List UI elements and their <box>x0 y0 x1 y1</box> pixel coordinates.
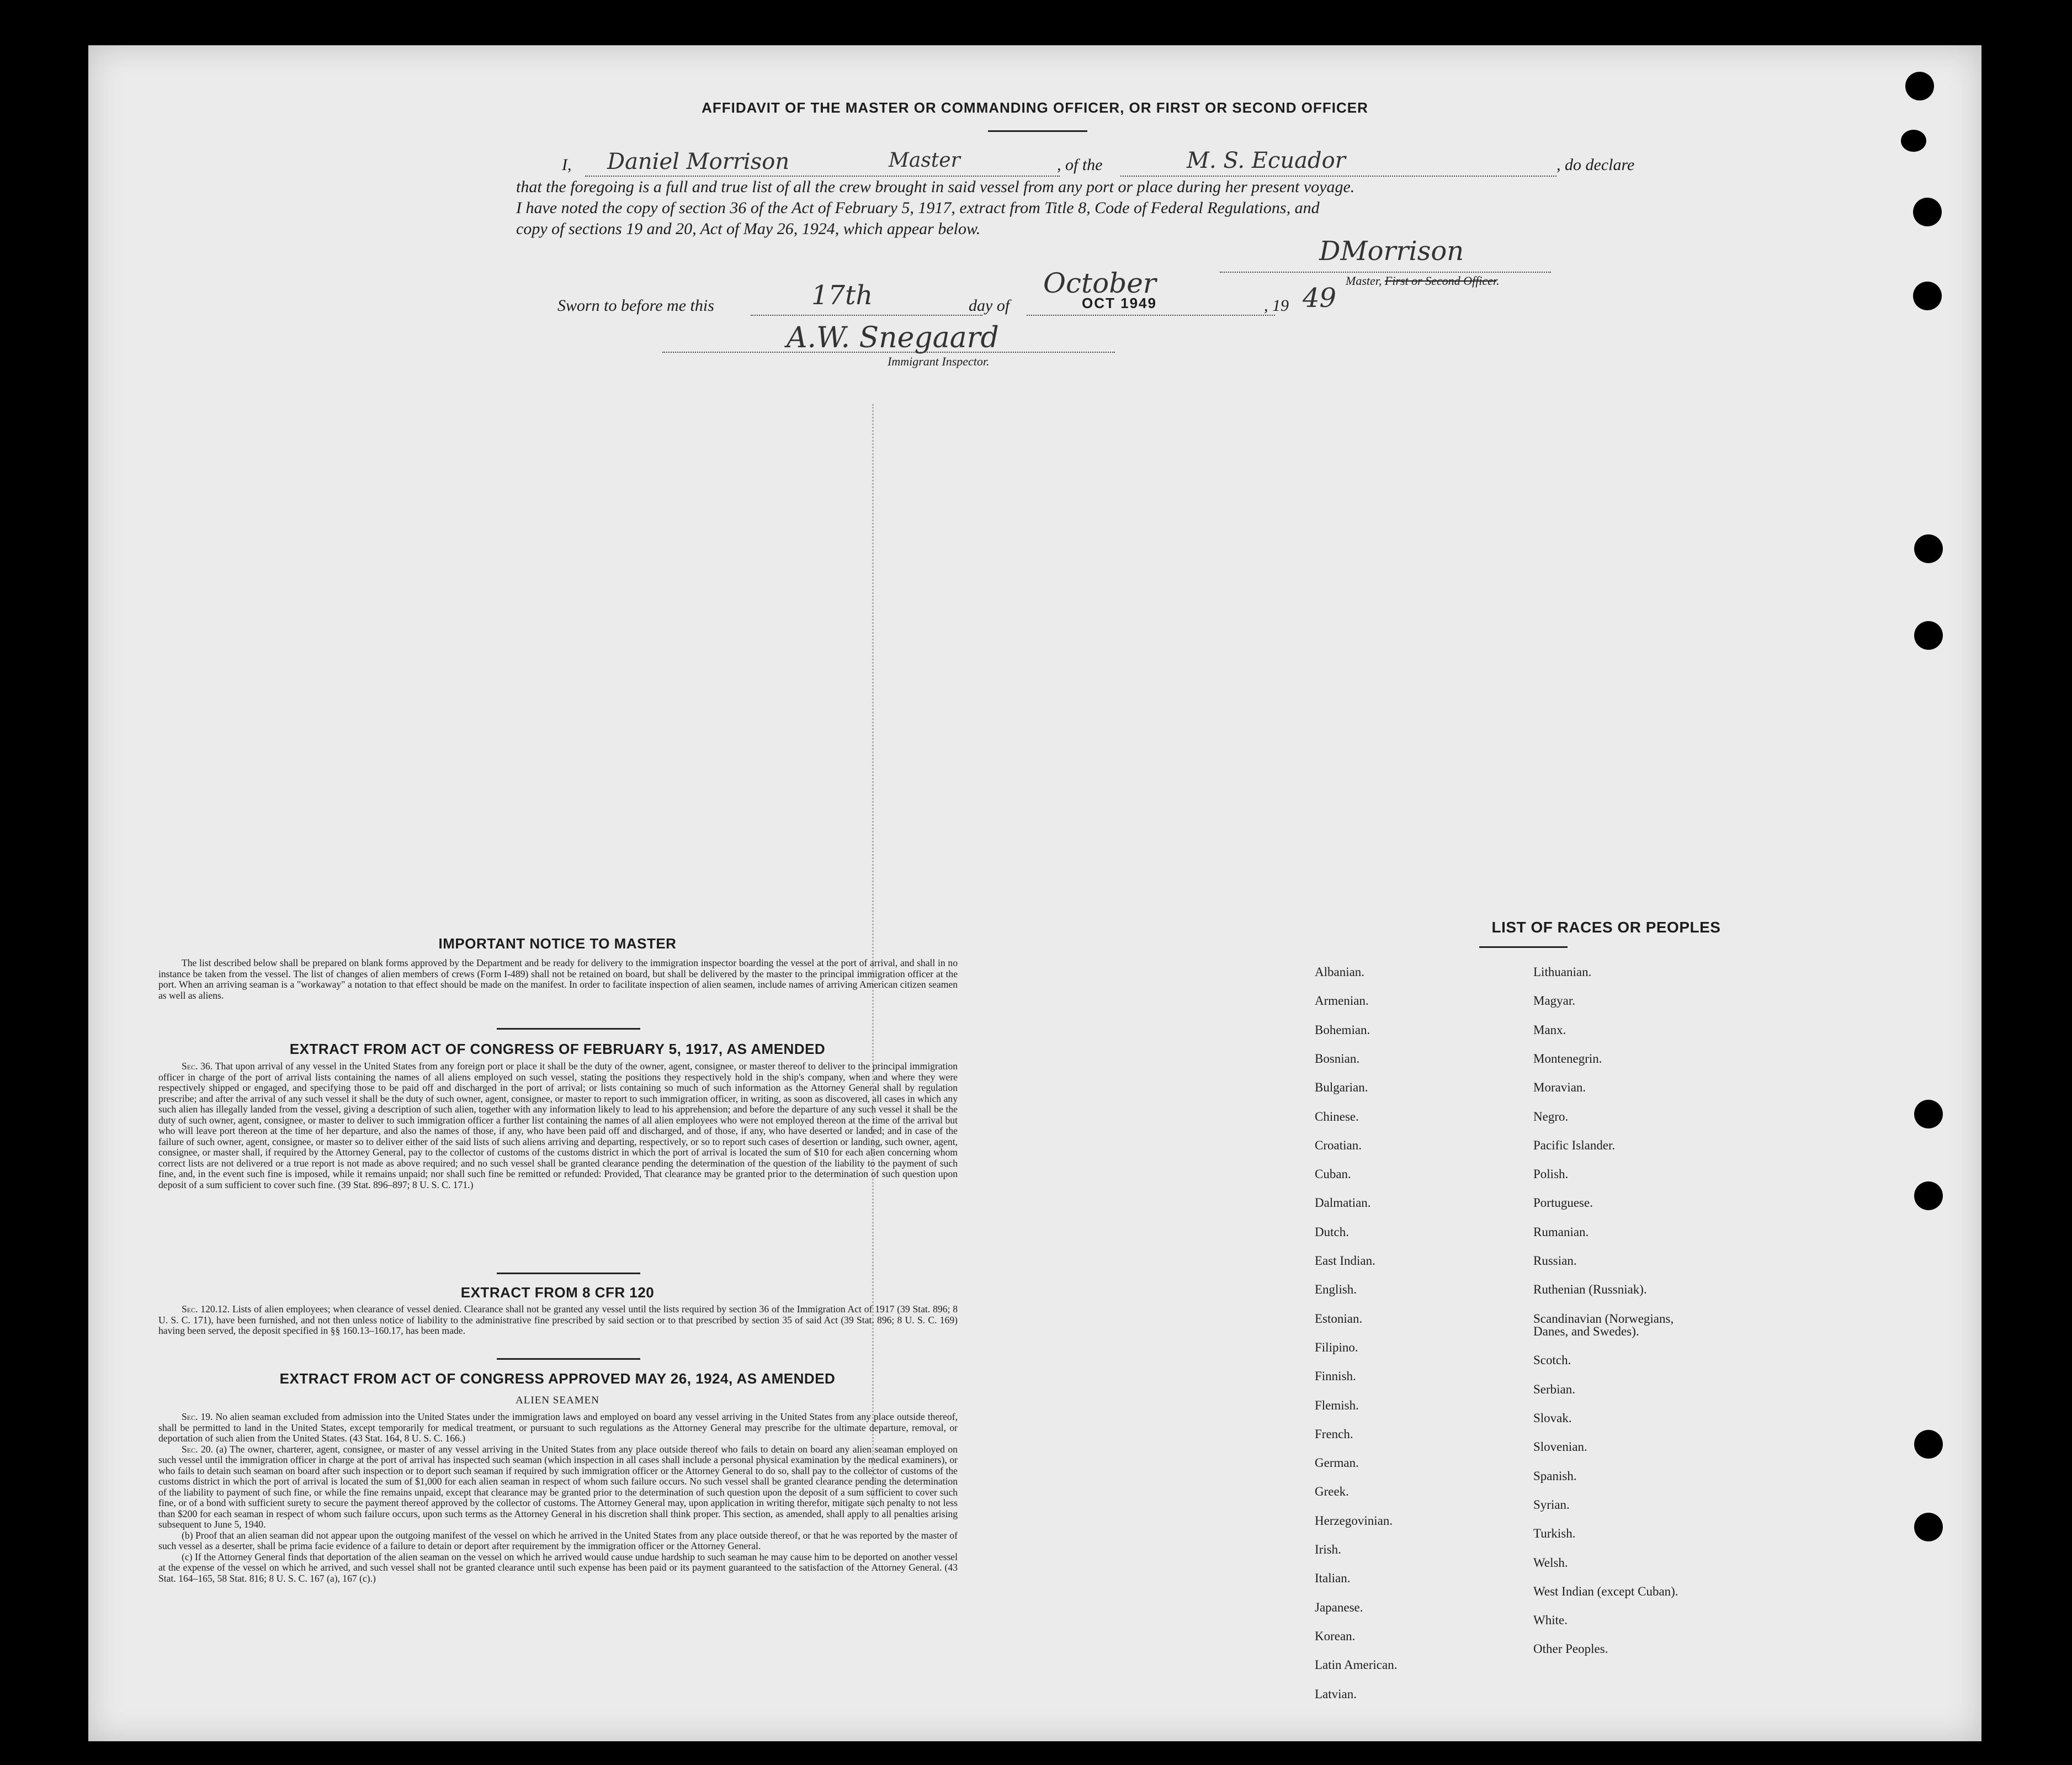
sec36-paragraph <box>158 1061 958 1190</box>
day-field-line <box>751 315 982 316</box>
race-item: English. <box>1315 1282 1357 1297</box>
race-item: Filipino. <box>1315 1340 1358 1354</box>
race-item: Bohemian. <box>1315 1022 1370 1037</box>
race-item: East Indian. <box>1315 1254 1375 1268</box>
race-item: Japanese. <box>1315 1600 1363 1614</box>
extract-1924-body <box>158 1412 958 1584</box>
race-item: Welsh. <box>1533 1555 1568 1570</box>
race-item: Pacific Islander. <box>1533 1138 1616 1152</box>
year-handwritten: 49 <box>1303 283 1337 314</box>
inspector-signature: A.W. Snegaard <box>787 321 999 354</box>
sec20a-text: (a) The owner, charterer, agent, consignee, or master of any vessel arriving in the United States from any place outside thereof who fails to detain on board any alien seaman employed on such vessel until the immigration officer in charge at the port of arrival has inspected such seaman (which inspection in all cases shall include a personal physical examination by the medical examiners), or who fails to detain such seaman on board after such inspection or to deport such seaman if required by such immigration officer or the Attorney General to do so, shall pay to the collector of customs of the customs district in which the port of arrival is located the sum of $1,000 for each alien seaman in respect of whom such failure occurs. No such vessel shall be granted clearance pending the determination of the liability to payment of such fine, or while the fine remains unpaid, except that clearance may be granted prior to the determination of such question upon the deposit of a sum sufficient to cover such fine, or of a bond with sufficient surety to secure the payment thereof approved by the collector of customs. The Attorney General may, upon application in writing therefor, mitigate such penalty to not less than $200 for each seaman in respect of whom such failure occurs, upon such terms as the Attorney General in his discretion shall think proper. This section, as amended, shall apply to all penalties arising subsequent to June 5, 1940. <box>158 1443 958 1530</box>
do-declare-label: , do declare <box>1556 156 1635 174</box>
race-item: Estonian. <box>1315 1311 1363 1326</box>
extract-1924-title: EXTRACT FROM ACT OF CONGRESS APPROVED MAY 26, 1924, AS AMENDED <box>279 1370 836 1387</box>
cfr-divider <box>497 1358 640 1360</box>
race-item: Herzegovinian. <box>1315 1513 1393 1528</box>
races-divider <box>1479 946 1568 948</box>
binder-hole <box>1914 534 1943 563</box>
race-item: Montenegrin. <box>1533 1051 1602 1066</box>
day-of-label: day of <box>969 296 1010 315</box>
race-item: German. <box>1315 1456 1359 1470</box>
race-item: Flemish. <box>1315 1398 1359 1412</box>
race-item: Magyar. <box>1533 994 1576 1008</box>
master-name-handwritten: Daniel Morrison <box>607 149 790 174</box>
sec20-label: Sec. 20. <box>182 1443 213 1455</box>
race-item: Croatian. <box>1315 1138 1362 1152</box>
of-the-label: , of the <box>1057 156 1103 174</box>
binder-hole <box>1913 282 1942 310</box>
race-item: Moravian. <box>1533 1080 1586 1095</box>
race-item: Dalmatian. <box>1315 1196 1371 1210</box>
race-item: Albanian. <box>1315 965 1365 979</box>
struck-officer-text: First or Second Officer <box>1384 274 1497 288</box>
i-label: I, <box>562 156 572 174</box>
title-divider <box>988 130 1087 132</box>
notice-title: IMPORTANT NOTICE TO MASTER <box>438 935 677 952</box>
race-item: Greek. <box>1315 1485 1349 1499</box>
race-item: Slovak. <box>1533 1411 1572 1425</box>
sec36-label: Sec. 36. <box>182 1061 213 1072</box>
race-item: Polish. <box>1533 1167 1569 1181</box>
race-item: Irish. <box>1315 1543 1341 1556</box>
race-item: Bulgarian. <box>1315 1080 1368 1095</box>
race-item: Cuban. <box>1315 1167 1351 1181</box>
master-caption-text: Master, <box>1346 274 1382 288</box>
inspector-caption: Immigrant Inspector. <box>888 354 990 368</box>
sec120-paragraph <box>158 1304 958 1337</box>
race-item: Chinese. <box>1315 1109 1359 1123</box>
race-item: Finnish. <box>1315 1369 1356 1384</box>
sec20a-paragraph <box>158 1444 958 1530</box>
affidavit-line-4: copy of sections 19 and 20, Act of May 26, 1924, which appear below. <box>516 220 981 238</box>
sec19-label: Sec. 19. <box>182 1411 213 1422</box>
binder-hole <box>1914 1100 1943 1128</box>
alien-seamen-subtitle: ALIEN SEAMEN <box>516 1395 599 1406</box>
master-caption <box>1346 274 1500 288</box>
month-handwritten: October <box>1043 267 1156 299</box>
race-item: Bosnian. <box>1315 1051 1360 1066</box>
race-item: West Indian (except Cuban). <box>1533 1584 1678 1598</box>
race-item: Manx. <box>1533 1022 1566 1037</box>
race-item: Turkish. <box>1533 1527 1576 1541</box>
binder-hole <box>1914 621 1943 650</box>
cfr-body <box>158 1304 958 1337</box>
race-item: Serbian. <box>1533 1382 1576 1396</box>
sec120-label: Sec. 120.12. <box>182 1303 230 1315</box>
vessel-name-handwritten: M. S. Ecuador <box>1187 148 1346 173</box>
race-item: Spanish. <box>1533 1469 1577 1483</box>
binder-hole <box>1914 1181 1943 1210</box>
affidavit-title: AFFIDAVIT OF THE MASTER OR COMMANDING OFFICER, OR FIRST OR SECOND OFFICER <box>702 99 1368 116</box>
affidavit-line-3: I have noted the copy of section 36 of the Act of February 5, 1917, extract from Title 8, Code of Federal Regulations, and <box>516 199 1320 217</box>
race-item: Korean. <box>1315 1629 1356 1643</box>
binder-hole <box>1914 1430 1943 1459</box>
race-item: White. <box>1533 1613 1568 1628</box>
cfr-title: EXTRACT FROM 8 CFR 120 <box>460 1284 655 1301</box>
notice-paragraph: The list described below shall be prepared on blank forms approved by the Department and be ready for delivery to the immigration inspector boarding the vessel at the port of arrival, and shall in no instance be taken from the vessel. The list of changes of alien members of crews (Form I-489) shall not be retained on board, but shall be delivered by the master to the principal immigration officer at the port. When an arriving seaman is a "workaway" a notation to that effect should be made on the manifest. In order to facilitate inspection of alien seamen, include names of arriving American citizen seamen as well as aliens. <box>158 957 958 1001</box>
race-item: Syrian. <box>1533 1497 1570 1512</box>
sec20b-paragraph: (b) Proof that an alien seaman did not appear upon the outgoing manifest of the vessel on which he arrived in the United States from any place outside thereof, or that he was reported by the master of such vessel as a deserter, shall be prima facie evidence of a failure to detain or deport after requirement by the immigration officer or the Attorney General. <box>158 1529 958 1551</box>
race-item: Portuguese. <box>1533 1196 1593 1210</box>
race-item: Russian. <box>1533 1254 1577 1268</box>
rank-handwritten: Master <box>889 149 960 172</box>
sec19-text: No alien seaman excluded from admission into the United States under the immigration laws and employed on board any vessel arriving in the United States from any place outside thereof, shall be permitted to land in the United States, except temporarily for medical treatment, or pursuant to such regulations as the Attorney General may prescribe for the ultimate departure, removal, or deportation of such alien from the United States. (43 Stat. 164, 8 U. S. C. 166.) <box>158 1411 958 1444</box>
race-item: Danes, and Swedes). <box>1533 1324 1639 1339</box>
sec20c-paragraph: (c) If the Attorney General finds that deportation of the alien seaman on the vessel on which he arrived would cause undue hardship to such seaman he may cause him to be deported on another vessel at the expense of the vessel on which he arrived, and such vessel shall not be granted clearance until such expense has been paid or its payment guaranteed to the satisfaction of the Attorney General. (43 Stat. 164–165, 58 Stat. 816; 8 U. S. C. 167 (a), 167 (c).) <box>158 1551 958 1584</box>
master-caption-end: . <box>1496 274 1500 288</box>
binder-hole <box>1905 72 1934 100</box>
race-item: Latvian. <box>1315 1687 1357 1701</box>
race-item: Ruthenian (Russniak). <box>1533 1282 1647 1297</box>
race-item: French. <box>1315 1427 1353 1441</box>
race-item: Italian. <box>1315 1571 1351 1586</box>
master-signature: DMorrison <box>1319 236 1464 267</box>
extract-1917-body <box>158 1061 958 1190</box>
sec36-text: That upon arrival of any vessel in the United States from any foreign port or place it shall be the duty of the owner, agent, consignee, or master thereof to deliver to the principal immigration officer in charge of the port of arrival lists containing the names of all aliens employed on such vessel, stating the positions they respectively hold in the ship's company, when and where they were respectively shipped or engaged, and specifying those to be paid off and discharged in the port of arrival; or lists containing so much of such information as the Attorney General shall by regulation prescribe; and after the arrival of any such vessel it shall be the duty of such owner, agent, consignee, or master to report to such immigration officer, in writing, as soon as discovered, all cases in which any such alien has illegally landed from the vessel, giving a description of such alien, together with any information likely to lead to his apprehension; and before the departure of any such vessel it shall be the duty of such owner, agent, consignee, or master to deliver to such immigration officer a further list containing the names of all alien employees who were not employed thereon at the time of the arrival but who will leave port thereon at the time of her departure, and also the names of those, if any, who have been paid off and discharged, and of those, if any, who have deserted or landed; and in case of the failure of such owner, agent, consignee, or master so to deliver either of the said lists of such aliens arriving and departing, respectively, or so to report such cases of desertion or landing, such owner, agent, consignee, or master shall, if required by the Attorney General, pay to the collector of customs of the customs district in which the port of arrival is located the sum of $10 for each alien concerning whom correct lists are not delivered or a true report is not made as above required; and no such vessel shall be granted clearance pending the determination of the question of the liability to the payment of such fine, and, in the event such fine is imposed, while it remains unpaid; nor shall such fine be remitted or refunded: Provided, That clearance may be granted prior to the determination of such question upon deposit of a sum sufficient to cover such fine. (39 Stat. 896–897; 8 U. S. C. 171.) <box>158 1061 958 1190</box>
binder-hole <box>1901 130 1926 152</box>
date-stamp: OCT 1949 <box>1082 295 1157 311</box>
race-item: Negro. <box>1533 1109 1569 1123</box>
day-handwritten: 17th <box>811 280 873 311</box>
notice-body <box>158 958 958 1001</box>
master-signature-line <box>1220 272 1551 273</box>
scan-artifact <box>872 404 875 1508</box>
extract-1917-title: EXTRACT FROM ACT OF CONGRESS OF FEBRUARY 5, 1917, AS AMENDED <box>289 1041 826 1057</box>
race-item: Scandinavian (Norwegians, <box>1533 1311 1674 1326</box>
year-prefix: , 19 <box>1264 296 1289 315</box>
races-title: LIST OF RACES OR PEOPLES <box>1491 919 1721 936</box>
race-item: Armenian. <box>1315 994 1369 1008</box>
race-item: Slovenian. <box>1533 1440 1587 1454</box>
extract-1917-divider <box>497 1273 640 1274</box>
race-item: Scotch. <box>1533 1353 1571 1368</box>
race-item: Dutch. <box>1315 1225 1349 1239</box>
affidavit-line-2: that the foregoing is a full and true list of all the crew brought in said vessel from any port or place during her present voyage. <box>516 178 1355 196</box>
race-item: Lithuanian. <box>1533 965 1592 979</box>
form-page <box>88 45 1981 1741</box>
race-item: Rumanian. <box>1533 1225 1589 1239</box>
notice-divider <box>497 1028 640 1030</box>
race-item: Latin American. <box>1315 1658 1398 1672</box>
name-field-line <box>585 176 1060 177</box>
month-field-line <box>1027 315 1275 316</box>
inspector-signature-line <box>662 352 1115 353</box>
race-item: Other Peoples. <box>1533 1642 1608 1656</box>
vessel-field-line <box>1120 176 1556 177</box>
binder-hole <box>1914 1513 1943 1541</box>
sec19-paragraph <box>158 1412 958 1444</box>
sworn-label: Sworn to before me this <box>557 296 714 315</box>
binder-hole <box>1913 198 1942 226</box>
sec120-text: Lists of alien employees; when clearance of vessel denied. Clearance shall not be granted any vessel until the lists required by section 36 of the Immigration Act of 1917 (39 Stat. 896; 8 U. S. C. 171), have been furnished, and not then unless notice of liability to the administrative fine prescribed by said section or to that prescribed by section 35 of said Act (39 Stat. 896; 8 U. S. C. 169) having been served, the deposit specified in §§ 160.13–160.17, has been made. <box>158 1303 958 1336</box>
